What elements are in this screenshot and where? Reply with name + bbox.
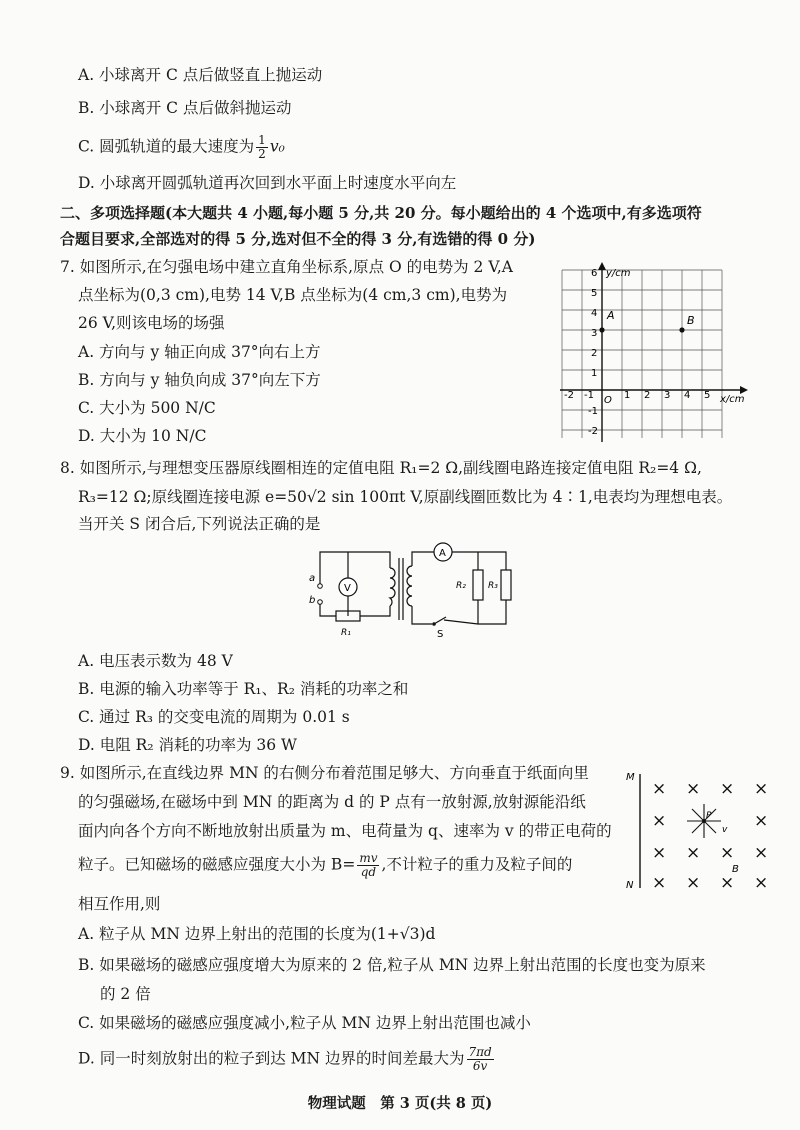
q8-stem-line1: 8. 如图所示,与理想变压器原线圈相连的定值电阻 R₁=2 Ω,副线圈电路连接定值电阻 R₂=4 Ω, <box>60 459 702 477</box>
q6-option-c-fraction <box>256 134 268 161</box>
y-tick-label: 4 <box>591 308 598 319</box>
q9-option-a: A. 粒子从 MN 边界上射出的范围的长度为(1+√3)d <box>78 925 436 943</box>
r2-label: R₂ <box>456 581 466 591</box>
ammeter-label: A <box>439 548 446 559</box>
fraction-numerator: 1 <box>258 133 266 147</box>
y-tick-label: 2 <box>591 348 598 359</box>
secondary-wire-bottom <box>412 600 506 624</box>
field-cross-icon: × <box>652 843 667 863</box>
y-tick-label: 3 <box>591 328 598 339</box>
fraction-numerator: mv <box>359 851 378 865</box>
y-tick-label: 1 <box>591 368 598 379</box>
boundary-n-label: N <box>626 880 634 891</box>
q9-option-b-line1: B. 如果磁场的磁感应强度增大为原来的 2 倍,粒子从 MN 边界上射出范围的长度也变为原来 <box>78 956 706 974</box>
resistor-r2 <box>473 570 483 600</box>
voltmeter-label: V <box>344 583 351 594</box>
velocity-label: v <box>722 825 728 835</box>
y-tick-label: -1 <box>588 406 598 417</box>
page-footer: 物理试题 第 3 页(共 8 页) <box>307 1095 493 1112</box>
terminal-a-label: a <box>309 573 316 584</box>
terminal-b <box>318 600 323 605</box>
source-point-p-label: P <box>706 811 712 821</box>
q8-stem-line3: 当开关 S 闭合后,下列说法正确的是 <box>78 515 321 533</box>
field-cross-icon: × <box>720 873 735 893</box>
q9-option-c: C. 如果磁场的磁感应强度减小,粒子从 MN 边界上射出范围也减小 <box>78 1014 531 1032</box>
x-tick-label: -2 <box>564 390 574 401</box>
y-tick-labels <box>588 268 598 437</box>
q7-option-a: A. 方向与 y 轴正向成 37°向右上方 <box>78 343 321 361</box>
q7-stem-line2: 点坐标为(0,3 cm),电势 14 V,B 点坐标为(4 cm,3 cm),电势为 <box>78 286 508 304</box>
y-tick-label: 6 <box>591 268 598 279</box>
point-b-dot <box>679 327 684 332</box>
fraction-denominator: 2 <box>258 147 266 161</box>
q8-option-b: B. 电源的输入功率等于 R₁、R₂ 消耗的功率之和 <box>78 680 409 698</box>
section2-heading-line1: 二、多项选择题(本大题共 4 小题,每小题 5 分,共 20 分。每小题给出的 4 个选项中,有多选项符 <box>60 204 702 222</box>
y-tick-label: 5 <box>591 288 598 299</box>
q9-stem-line5: 相互作用,则 <box>78 895 161 913</box>
x-tick-label: 1 <box>624 390 631 401</box>
q9-magnetic-field-diagram <box>624 764 784 894</box>
q9-stem-line3: 面内向各个方向不断地放射出质量为 m、电荷量为 q、速率为 v 的带正电荷的 <box>78 822 612 840</box>
point-a-label: A <box>607 309 615 322</box>
fraction-numerator: 7πd <box>468 1045 492 1059</box>
x-tick-label: 2 <box>644 390 651 401</box>
x-axis-label: x/cm <box>720 394 745 405</box>
x-tick-label: -1 <box>584 390 594 401</box>
q9-stem-line4 <box>78 852 572 879</box>
field-cross-icon: × <box>754 779 769 799</box>
q6-option-a: A. 小球离开 C 点后做竖直上抛运动 <box>78 66 323 84</box>
x-tick-label: 3 <box>664 390 671 401</box>
q9-stem-line2: 的匀强磁场,在磁场中到 MN 的距离为 d 的 P 点有一放射源,放射源能沿纸 <box>78 793 586 811</box>
field-cross-icon: × <box>652 779 667 799</box>
q9-option-d <box>78 1046 496 1073</box>
q7-coordinate-graph <box>560 262 750 444</box>
boundary-m-label: M <box>626 772 635 783</box>
y-axis-label: y/cm <box>606 268 631 279</box>
fraction-denominator: 6v <box>472 1059 488 1073</box>
primary-wire-bottom <box>320 602 336 616</box>
section2-heading-line2: 合题目要求,全部选对的得 5 分,选对但不全的得 3 分,有选错的得 0 分) <box>60 230 536 248</box>
q6-option-c-prefix: C. 圆弧轨道的最大速度为 <box>78 137 255 156</box>
q9-option-d-fraction <box>467 1046 494 1073</box>
field-cross-icon: × <box>720 779 735 799</box>
field-cross-icon: × <box>754 811 769 831</box>
field-cross-icon: × <box>652 811 667 831</box>
r3-label: R₃ <box>488 581 498 591</box>
field-cross-icon: × <box>686 873 701 893</box>
field-cross-icon: × <box>754 843 769 863</box>
q8-option-c: C. 通过 R₃ 的交变电流的周期为 0.01 s <box>78 708 350 726</box>
graph-grid <box>562 270 722 438</box>
point-a-dot <box>599 327 604 332</box>
secondary-coil <box>407 566 412 606</box>
switch-label: S <box>437 629 444 640</box>
field-cross-icon: × <box>686 843 701 863</box>
secondary-wire-top <box>412 552 506 570</box>
x-tick-label: 4 <box>684 390 691 401</box>
q7-option-d: D. 大小为 10 N/C <box>78 427 207 445</box>
switch-contact <box>432 622 436 626</box>
terminal-b-label: b <box>309 595 316 606</box>
q6-option-c-suffix: v₀ <box>269 137 285 156</box>
q7-option-c: C. 大小为 500 N/C <box>78 399 216 417</box>
y-tick-label: -2 <box>588 426 598 437</box>
field-crosses <box>652 779 768 893</box>
q9-stem-line1: 9. 如图所示,在直线边界 MN 的右侧分布着范围足够大、方向垂直于纸面向里 <box>60 764 589 782</box>
primary-wire-r1-right <box>360 606 390 616</box>
terminal-a <box>318 584 323 589</box>
q9-b-fraction <box>357 852 379 879</box>
fraction-denominator: qd <box>360 865 377 879</box>
origin-label: O <box>604 395 612 406</box>
field-cross-icon: × <box>686 779 701 799</box>
x-tick-labels <box>564 390 710 401</box>
q8-stem-line2: R₃=12 Ω;原线圈连接电源 e=50√2 sin 100πt V,原副线圈匝数比为 4∶1,电表均为理想电表。 <box>78 488 733 506</box>
resistor-r3 <box>501 570 511 600</box>
r1-label: R₁ <box>341 628 351 638</box>
q9-stem-line4-suffix: ,不计粒子的重力及粒子间的 <box>381 855 573 874</box>
field-b-label: B <box>732 864 739 875</box>
q8-circuit-diagram <box>298 540 528 640</box>
q6-option-d: D. 小球离开圆弧轨道再次回到水平面上时速度水平向左 <box>78 174 457 192</box>
field-cross-icon: × <box>652 873 667 893</box>
x-tick-label: 5 <box>704 390 711 401</box>
q7-stem-line3: 26 V,则该电场的场强 <box>78 314 225 332</box>
q8-option-d: D. 电阻 R₂ 消耗的功率为 36 W <box>78 736 297 754</box>
q6-option-c <box>78 134 285 161</box>
q9-option-b-line2: 的 2 倍 <box>100 985 151 1003</box>
q7-stem-line1: 7. 如图所示,在匀强电场中建立直角坐标系,原点 O 的电势为 2 V,A <box>60 258 513 276</box>
q9-option-d-prefix: D. 同一时刻放射出的粒子到达 MN 边界的时间差最大为 <box>78 1049 465 1068</box>
q9-stem-line4-prefix: 粒子。已知磁场的磁感应强度大小为 B= <box>78 855 356 874</box>
q7-option-b: B. 方向与 y 轴负向成 37°向左下方 <box>78 371 321 389</box>
primary-coil <box>390 568 395 606</box>
field-cross-icon: × <box>754 873 769 893</box>
point-b-label: B <box>687 314 695 327</box>
q6-option-b: B. 小球离开 C 点后做斜抛运动 <box>78 99 292 117</box>
x-axis-arrow <box>740 386 748 394</box>
field-cross-icon: × <box>720 843 735 863</box>
y-axis-arrow <box>598 262 606 270</box>
q8-option-a: A. 电压表示数为 48 V <box>78 652 233 670</box>
